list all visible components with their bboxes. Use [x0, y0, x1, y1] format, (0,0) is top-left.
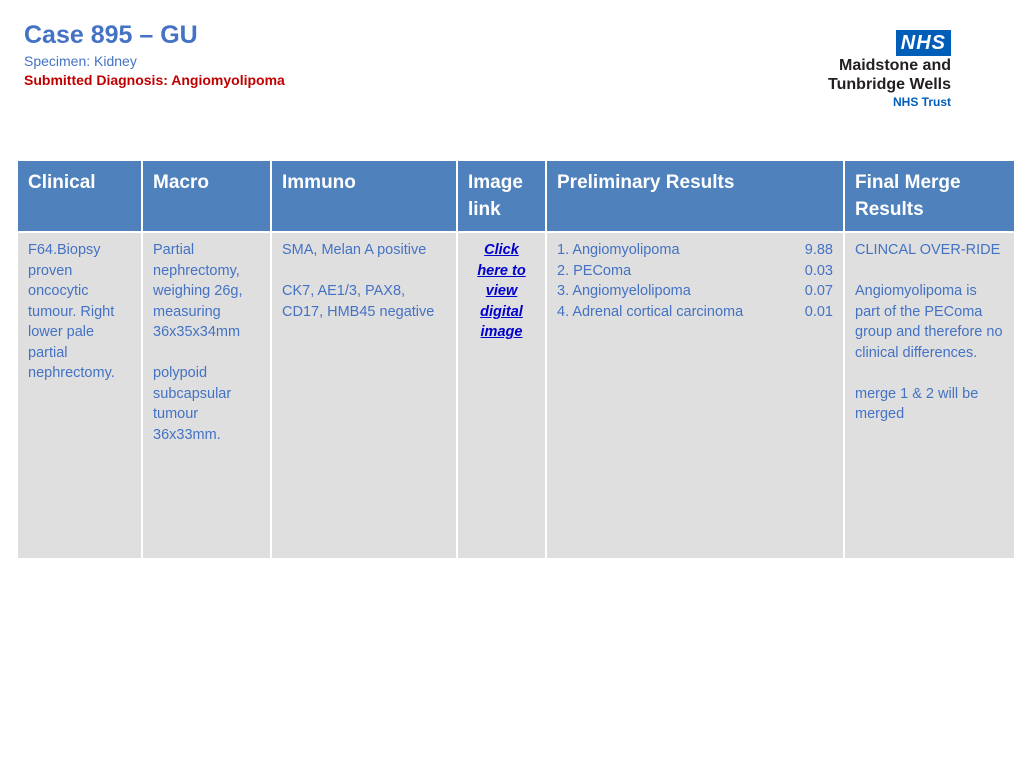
- header-clinical: Clinical: [18, 161, 141, 231]
- table-header-row: [18, 161, 1014, 231]
- result-label: 3. Angiomyelolipoma: [557, 283, 691, 299]
- result-score: 0.07: [804, 283, 833, 299]
- submitted-diagnosis: Submitted Diagnosis: Angiomyolipoma: [24, 72, 285, 88]
- clinical-cell: [18, 233, 141, 558]
- result-row: [557, 261, 833, 282]
- nhs-badge: NHS: [896, 30, 951, 56]
- result-score: 0.03: [804, 262, 833, 279]
- final-explanation: Angiomyolipoma is part of the PEComa group and therefore no clinical differences.: [855, 283, 1003, 361]
- logo-trust: NHS Trust: [892, 95, 951, 109]
- final-merge-note: merge 1 & 2 will be merged: [855, 385, 979, 422]
- nhs-trust-logo: [828, 30, 951, 109]
- paragraph-gap: [153, 343, 260, 364]
- clinical-text: F64.Biopsy proven oncocytic tumour. Right lower pale partial nephrectomy.: [28, 242, 115, 381]
- case-header: [24, 20, 285, 88]
- paragraph-gap: [855, 261, 1004, 282]
- result-label: 1. Angiomyolipoma: [557, 242, 680, 258]
- logo-line-1: Maidstone and: [838, 57, 951, 74]
- final-override: CLINCAL OVER-RIDE: [855, 242, 1001, 258]
- case-table: [16, 159, 1016, 560]
- paragraph-gap: [855, 363, 1004, 384]
- header-macro: Macro: [143, 161, 270, 231]
- specimen-label: Specimen: Kidney: [24, 53, 137, 69]
- digital-image-link[interactable]: Click here to view digital image: [477, 242, 526, 340]
- logo-line-2: Tunbridge Wells: [828, 76, 951, 93]
- result-row: [557, 281, 833, 302]
- macro-text-2: polypoid subcapsular tumour 36x33mm.: [153, 365, 232, 443]
- header-preliminary-results: Preliminary Results: [547, 161, 843, 231]
- result-score: 0.01: [804, 303, 833, 320]
- result-row: [557, 240, 833, 261]
- paragraph-gap: [282, 261, 446, 282]
- header-image-link: Image link: [458, 161, 545, 231]
- case-title: Case 895 – GU: [24, 21, 198, 49]
- final-merge-cell: [845, 233, 1014, 558]
- result-label: 2. PEComa: [557, 262, 632, 279]
- result-label: 4. Adrenal cortical carcinoma: [557, 303, 744, 320]
- table-row: [18, 233, 1014, 558]
- immuno-text-2: CK7, AE1/3, PAX8, CD17, HMB45 negative: [282, 283, 435, 320]
- immuno-cell: [272, 233, 456, 558]
- image-link-cell: [458, 233, 545, 558]
- macro-text-1: Partial nephrectomy, weighing 26g, measuring 36x35x34mm: [153, 242, 243, 340]
- header-final-merge-results: Final Merge Results: [845, 161, 1014, 231]
- immuno-text-1: SMA, Melan A positive: [282, 242, 427, 258]
- preliminary-results-cell: [547, 233, 843, 558]
- result-row: [557, 302, 833, 323]
- header-immuno: Immuno: [272, 161, 456, 231]
- macro-cell: [143, 233, 270, 558]
- result-score: 9.88: [804, 242, 833, 258]
